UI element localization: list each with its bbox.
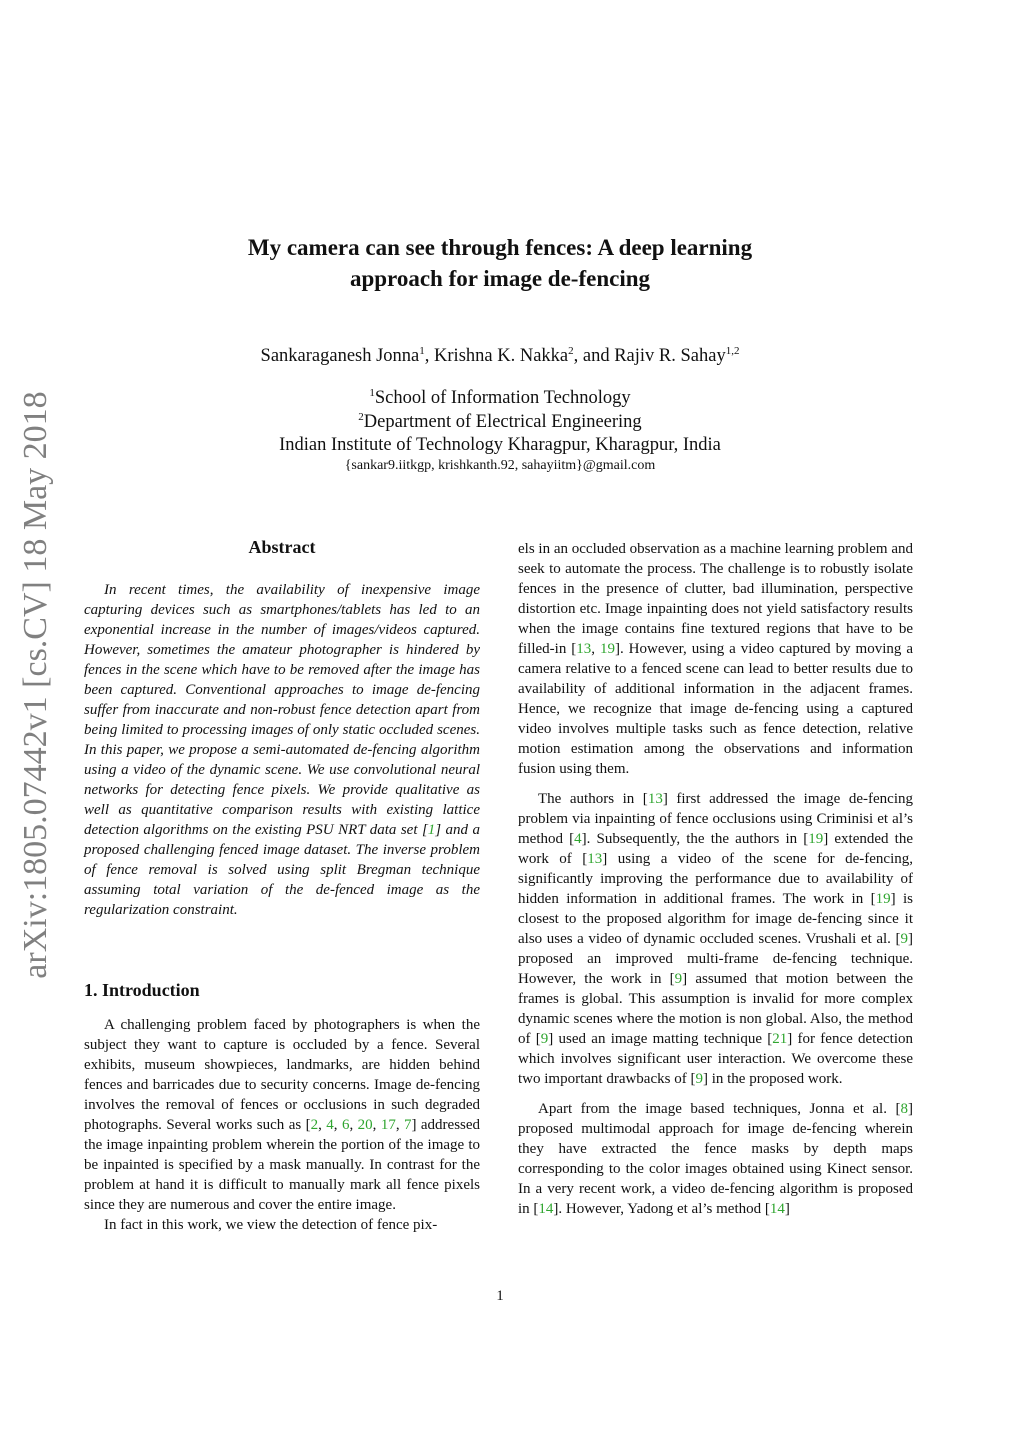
body-text: ] assumed that motion between the frames is global. This assumption is invalid for more complex dynamic scenes where the motion is non global. Also, the method of [ [518, 971, 913, 1047]
citation-link[interactable]: 13 [587, 851, 603, 867]
citation-link[interactable]: 2 [310, 1117, 319, 1133]
abstract-body [84, 580, 480, 920]
affiliation-2-marker: 2 [358, 411, 364, 423]
citation-link[interactable]: 13 [647, 791, 663, 807]
affiliation-1-text: School of Information Technology [374, 388, 631, 408]
body-text: ]. However, Yadong et al’s method [ [553, 1201, 770, 1217]
body-text: Apart from the image based techniques, Jonna et al. [ [538, 1101, 901, 1117]
separator: , [395, 1117, 404, 1133]
introduction-body [84, 1015, 480, 1235]
body-text: ] for fence detection which involves significant user interaction. We overcome these two important drawbacks of [ [518, 1031, 913, 1087]
body-text: ] first addressed the image de-fencing problem via inpainting of fence occlusions using Criminisi et al’s method [ [518, 791, 913, 847]
right-column-body [518, 539, 913, 1219]
citation-link[interactable]: 1 [427, 822, 436, 838]
body-text: ]. Subsequently, the the authors in [ [581, 831, 809, 847]
citation-link[interactable]: 13 [576, 641, 592, 657]
separator: , [349, 1117, 358, 1133]
author-3: , and Rajiv R. Sahay [573, 346, 726, 366]
affiliation-1-marker: 1 [369, 387, 375, 399]
citation-link[interactable]: 14 [769, 1201, 785, 1217]
separator: , [318, 1117, 327, 1133]
title-line-2: approach for image de-fencing [349, 266, 651, 291]
affiliation-2-text: Department of Electrical Engineering [363, 412, 642, 432]
citation-link[interactable]: 9 [900, 931, 908, 947]
affiliation-1 [0, 388, 1000, 409]
intro-paragraph-1 [84, 1015, 480, 1215]
body-text: ] extended the work of [ [518, 831, 913, 867]
body-text: ]. However, using a video captured by moving a camera relative to a fenced scene can lead to better results due to availability of additional information in the adjacent frames. Hence, we recognize that image de-fencing using a captured video involves multiple tasks such as fence detection, relative motion estimation among the observations and information fusion using them. [518, 641, 913, 777]
arxiv-id: arXiv:1805.07442v1 [cs.CV] 18 May 2018 [17, 391, 54, 979]
body-text: ] using a video of the scene for de-fencing, significantly improving the performance due to availability of hidden information in additional frames. The work in [ [518, 851, 913, 907]
author-1: Sankaraganesh Jonna [260, 346, 420, 366]
citation-link[interactable]: 6 [341, 1117, 350, 1133]
title-line-1: My camera can see through fences: A deep learning [247, 235, 753, 260]
intro-text: A challenging problem faced by photographers is when the subject they want to capture is occluded by a fence. Several exhibits, museum showpieces, landmarks, are hidden behind fences and barricades due to security concerns. Image de-fencing involves the removal of fences or occlusions in such degraded photographs. Several works such as [ [84, 1017, 480, 1133]
citation-link[interactable]: 9 [674, 971, 683, 987]
abstract-text-2: ] and a proposed challenging fenced image dataset. The inverse problem of fence removal is solved using split Bregman technique assuming total variation of the de-fenced image as the regularization constraint. [84, 822, 480, 918]
separator: , [591, 641, 600, 657]
citation-link[interactable]: 19 [599, 641, 615, 657]
affiliation-3: Indian Institute of Technology Kharagpur, Kharagpur, India [279, 435, 721, 455]
citation-link[interactable]: 4 [574, 831, 582, 847]
intro-paragraph-2: In fact in this work, we view the detection of fence pix- [104, 1217, 438, 1233]
body-text: ] proposed an improved multi-frame de-fencing technique. However, the work in [ [518, 931, 913, 987]
citation-link[interactable]: 19 [875, 891, 891, 907]
author-3-affiliation: 1,2 [725, 345, 740, 357]
intro-text: ] addressed the image inpainting problem wherein the portion of the image to be inpainted is specified by a mask manually. In contrast for the problem at hand it is difficult to manually mark all fence pixels since they are numerous and cover the entire image. [84, 1117, 481, 1213]
author-2-affiliation: 2 [568, 345, 574, 357]
right-paragraph-2 [518, 789, 913, 1089]
body-text: els in an occluded observation as a machine learning problem and seek to automate the process. The challenge is to robustly isolate fences in the presence of clutter, bad illumination, perspective distortion etc. Image inpainting does not yield satisfactory results when the image contains fine textured regions that have to be filled-in [ [518, 541, 913, 657]
body-text: ] [784, 1201, 790, 1217]
section-heading-introduction: 1. Introduction [84, 980, 200, 1000]
paper-title [0, 232, 1000, 294]
author-list [0, 346, 1000, 367]
citation-link[interactable]: 21 [772, 1031, 788, 1047]
citation-link[interactable]: 8 [900, 1101, 908, 1117]
separator: , [372, 1117, 381, 1133]
author-1-affiliation: 1 [419, 345, 425, 357]
citation-link[interactable]: 9 [695, 1071, 703, 1087]
abstract-heading: Abstract [248, 537, 316, 557]
citation-link[interactable]: 14 [538, 1201, 554, 1217]
page-number: 1 [496, 1288, 504, 1304]
citation-link[interactable]: 20 [357, 1117, 373, 1133]
citation-link[interactable]: 17 [380, 1117, 396, 1133]
right-paragraph-1 [518, 539, 913, 779]
body-text: ] proposed multimodal approach for image de-fencing wherein they have extracted the fence masks by depth maps corresponding to the color images obtained using Kinect sensor. In a very recent work, a video de-fencing algorithm is proposed in [ [518, 1101, 913, 1217]
separator: , [333, 1117, 342, 1133]
body-text: ] is closest to the proposed algorithm for image de-fencing since it also uses a video of dynamic occluded scenes. Vrushali et al. [ [518, 891, 913, 947]
affiliation-2 [0, 412, 1000, 433]
author-emails: {sankar9.iitkgp, krishkanth.92, sahayiitm}@gmail.com [344, 458, 656, 473]
body-text: The authors in [ [538, 791, 648, 807]
citation-link[interactable]: 19 [808, 831, 824, 847]
body-text: ] in the proposed work. [702, 1071, 843, 1087]
citation-link[interactable]: 4 [326, 1117, 334, 1133]
right-paragraph-3 [518, 1099, 913, 1219]
citation-link[interactable]: 9 [540, 1031, 549, 1047]
abstract-text-1: In recent times, the availability of inexpensive image capturing devices such as smartphones/tablets has led to an exponential increase in the number of images/videos captured. However, sometimes the amateur photographer is hindered by fences in the scene which have to be removed after the image has been captured. Conventional approaches to image de-fencing suffer from inaccurate and non-robust fence detection apart from being limited to processing images of only static occluded scenes. In this paper, we propose a semi-automated de-fencing algorithm using a video of the dynamic scene. We use convolutional neural networks for detecting fence pixels. We provide qualitative as well as quantitative comparison results with existing lattice detection algorithms on the existing PSU NRT data set [ [84, 582, 480, 838]
citation-link[interactable]: 7 [403, 1117, 412, 1133]
body-text: ] used an image matting technique [ [548, 1031, 773, 1047]
author-2: , Krishna K. Nakka [424, 346, 569, 366]
